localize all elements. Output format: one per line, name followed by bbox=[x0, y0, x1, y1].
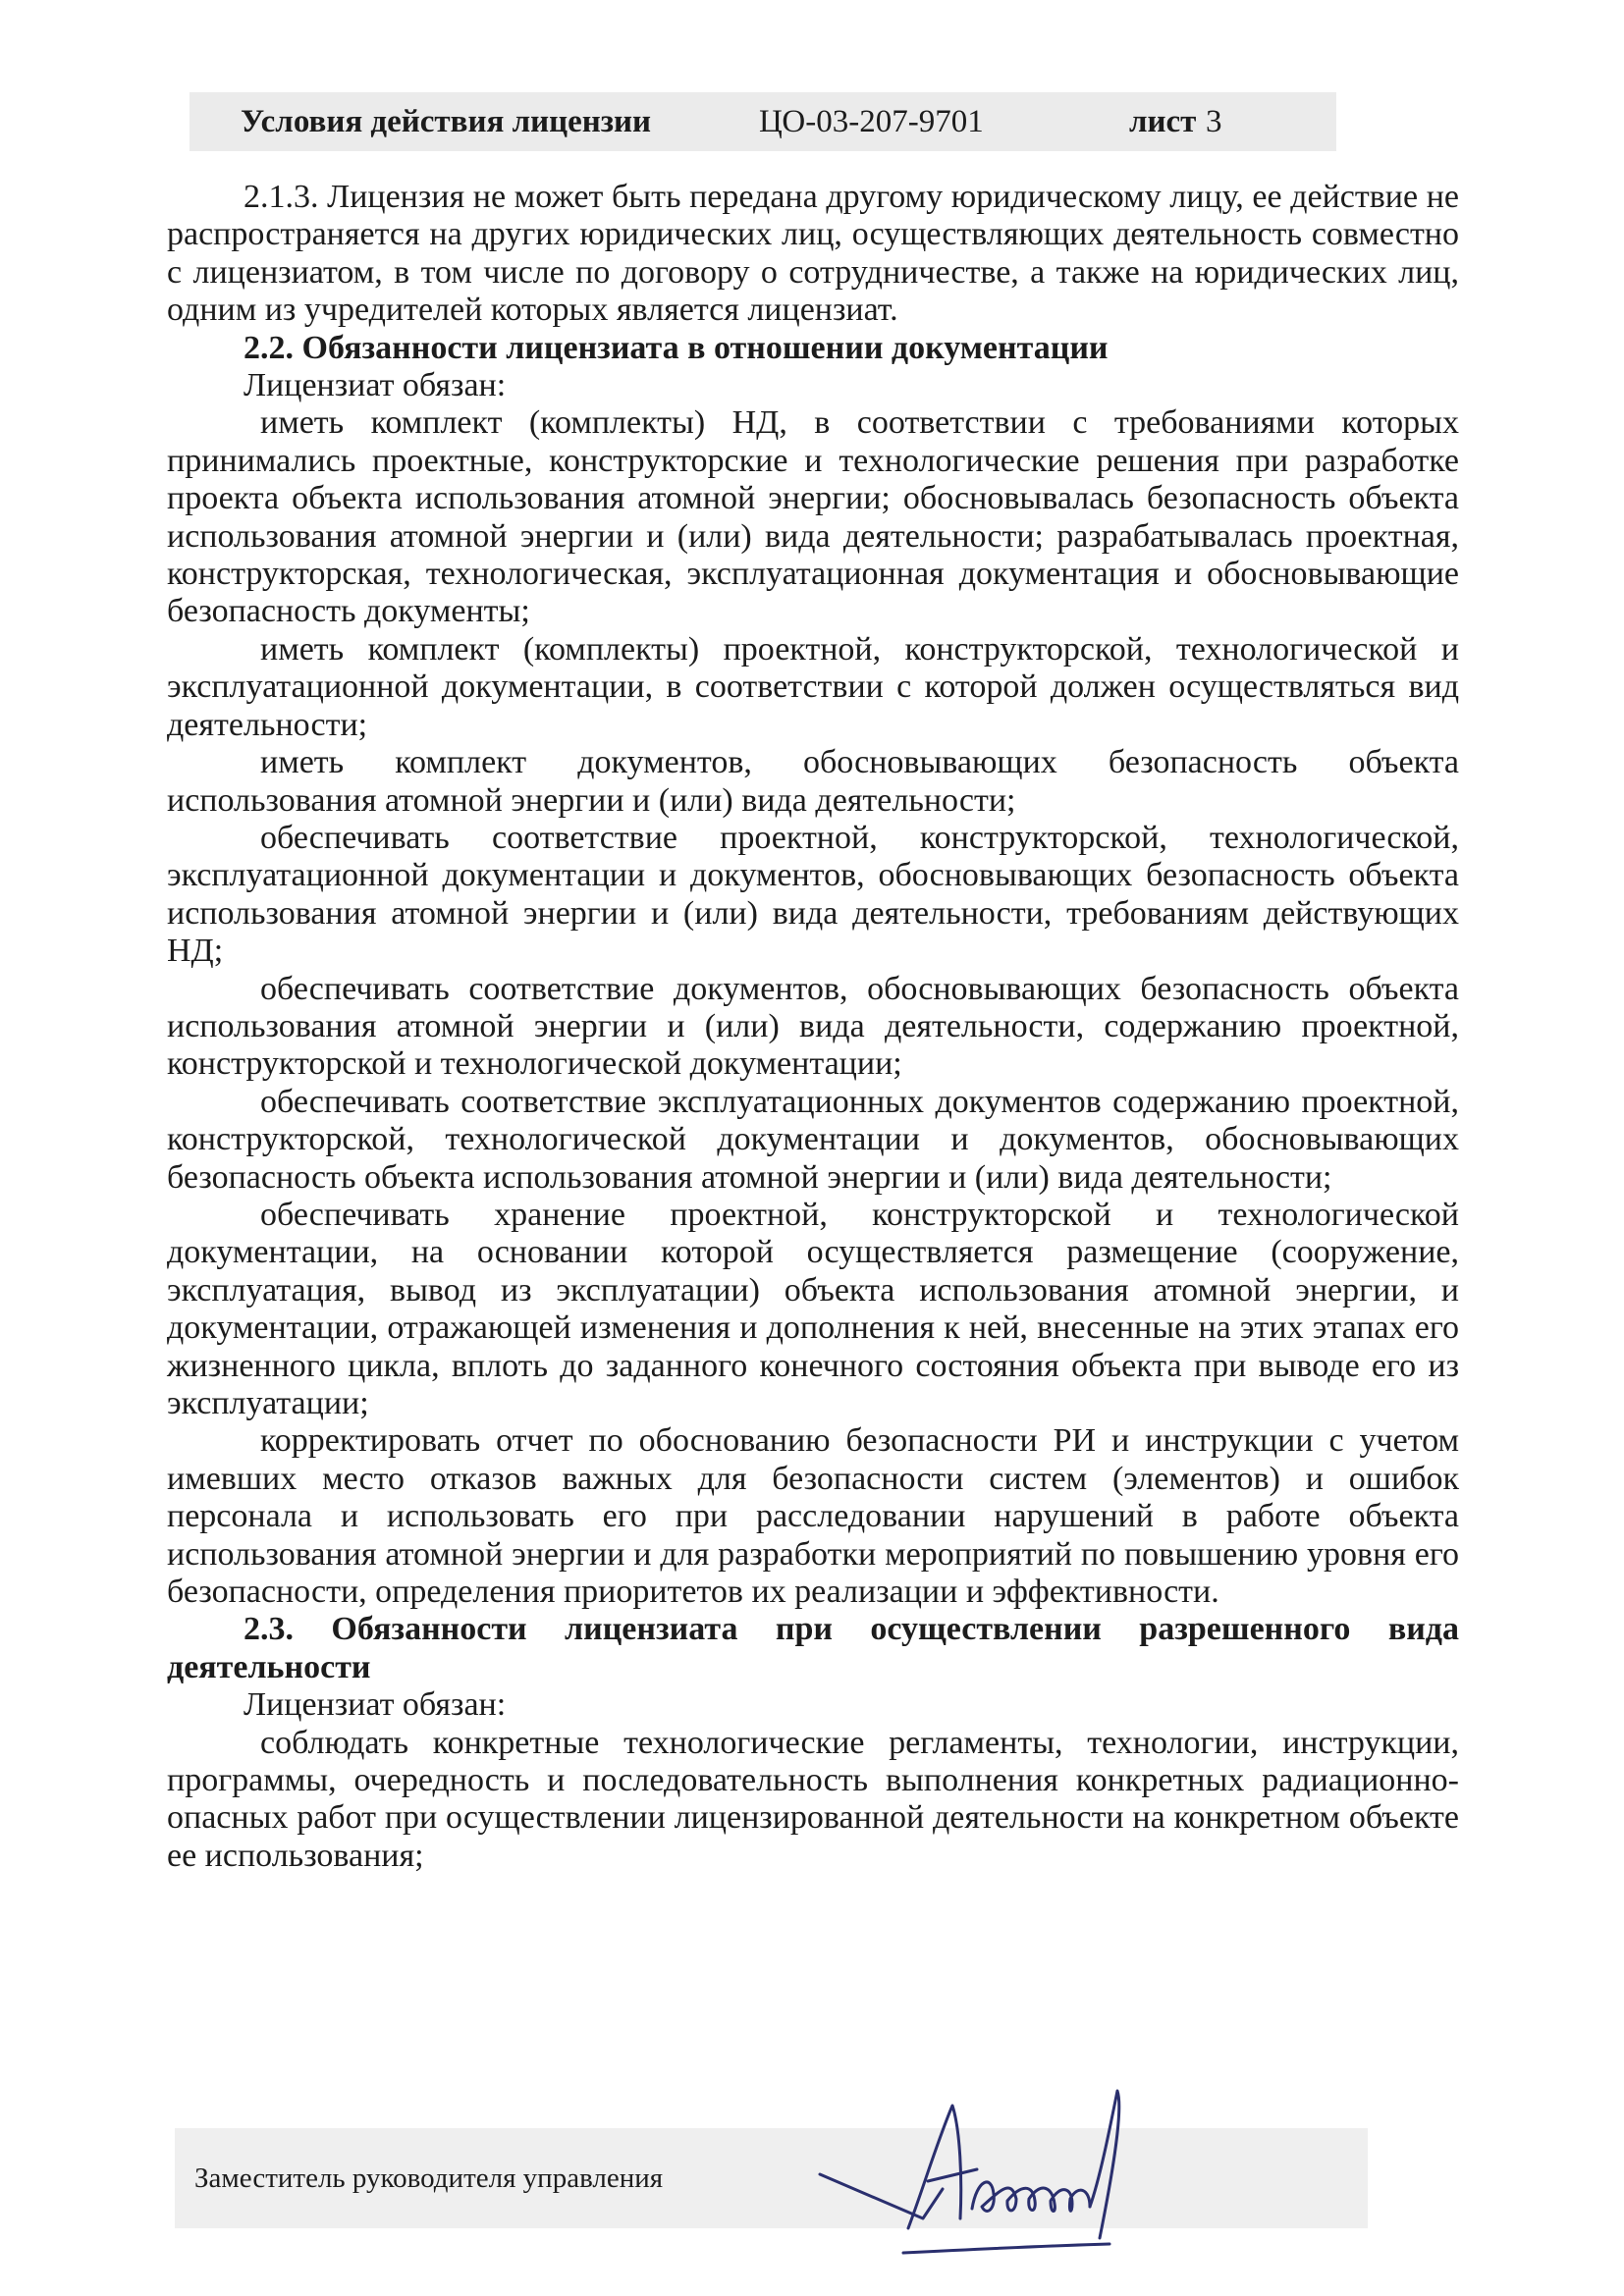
signature-image bbox=[815, 2071, 1198, 2268]
obligation-item: обеспечивать соответствие документов, обосновывающих безопасность объекта использования атомной энергии и (или) вида деятельности, содержанию проектной, конструкторской и технологической документации; bbox=[167, 970, 1459, 1083]
obligation-item: обеспечивать соответствие эксплуатационных документов содержанию проектной, конструкторской, технологической документации и документов, обосновывающих безопасность объекта использования атомной энергии и (или) вида деятельности; bbox=[167, 1083, 1459, 1196]
obligation-item: иметь комплект документов, обосновывающих безопасность объекта использования атомной энергии и (или) вида деятельности; bbox=[167, 744, 1459, 819]
section-2-2-heading: 2.2. Обязанности лицензиата в отношении документации bbox=[244, 329, 1109, 366]
obligation-item: иметь комплект (комплекты) НД, в соответствии с требованиями которых принимались проектные, конструкторские и технологические решения при разработке проекта объекта использования атомной энергии; обосновывалась безопасность объекта использования атомной энергии и (или) вида деятельности; разрабатывалась проектная, конструкторская, технологическая, эксплуатационная документация и обосновывающие безопасность документы; bbox=[167, 404, 1459, 630]
obligation-item: обеспечивать соответствие проектной, конструкторской, технологической, эксплуатационной документации и документов, обосновывающих безопасность объекта использования атомной энергии и (или) вида деятельности, требованиям действующих НД; bbox=[167, 819, 1459, 970]
section-2-3-heading: 2.3. Обязанности лицензиата при осуществлении разрешенного вида деятельности bbox=[167, 1611, 1459, 1685]
signatory-title: Заместитель руководителя управления bbox=[194, 2163, 664, 2194]
clause-2-1-3: 2.1.3. Лицензия не может быть передана другому юридическому лицу, ее действие не распространяется на других юридических лиц, осуществляющих деятельность совместно с лицензиатом, в том числе по договору о сотрудничестве, а также на юридических лиц, одним из учредителей которых является лицензиат. bbox=[167, 179, 1459, 329]
sheet-number: 3 bbox=[1206, 104, 1222, 139]
section-2-2-lead: Лицензиат обязан: bbox=[244, 367, 507, 404]
license-number: ЦО-03-207-9701 bbox=[759, 104, 984, 139]
obligation-item: обеспечивать хранение проектной, конструкторской и технологической документации, на основании которой осуществляется размещение (сооружение, эксплуатация, вывод из эксплуатации) объекта использования атомной энергии, и документации, отражающей изменения и дополнения к ней, внесенные на этих этапах его жизненного цикла, вплоть до заданного конечного состояния объекта при выводе его из эксплуатации; bbox=[167, 1196, 1459, 1421]
obligation-item: корректировать отчет по обоснованию безопасности РИ и инструкции с учетом имевших место отказов важных для безопасности систем (элементов) и ошибок персонала и использовать его при расследовании нарушений в работе объекта использования атомной энергии и для разработки мероприятий по повышению уровня его безопасности, определения приоритетов их реализации и эффективности. bbox=[167, 1422, 1459, 1611]
obligation-item: соблюдать конкретные технологические регламенты, технологии, инструкции, программы, очередность и последовательность выполнения конкретных радиационно-опасных работ при осуществлении лицензированной деятельности на конкретном объекте ее использования; bbox=[167, 1724, 1459, 1874]
document-body bbox=[167, 179, 1459, 1875]
obligation-item: иметь комплект (комплекты) проектной, конструкторской, технологической и эксплуатационной документации, в соответствии с которой должен осуществляться вид деятельности; bbox=[167, 630, 1459, 743]
section-2-3-lead: Лицензиат обязан: bbox=[244, 1686, 507, 1724]
header-title: Условия действия лицензии bbox=[241, 104, 652, 139]
sheet-label: лист bbox=[1129, 104, 1197, 139]
document-header bbox=[189, 92, 1336, 151]
